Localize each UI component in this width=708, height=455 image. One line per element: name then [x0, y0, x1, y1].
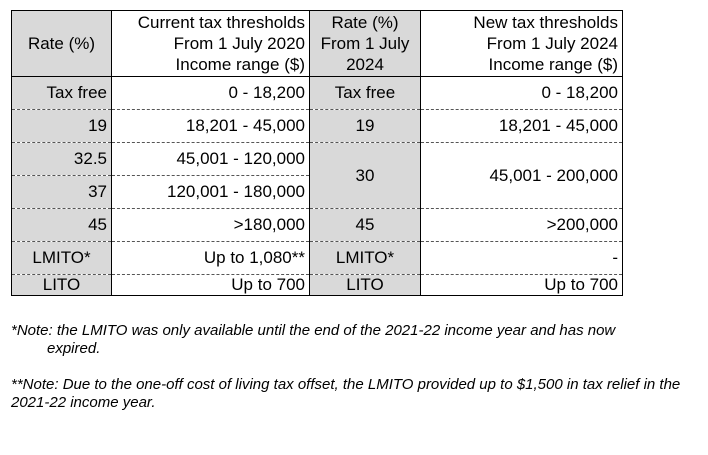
table-row-lito	[12, 275, 623, 296]
footnote-line: *Note: the LMITO was only available until the end of the 2021-22 income year and has now	[11, 322, 616, 339]
rate-cell: LMITO*	[310, 242, 421, 275]
table-row-tax-free	[12, 77, 623, 110]
rate-cell: 37	[12, 176, 112, 209]
header-row	[12, 11, 623, 77]
rate-cell: 45	[310, 209, 421, 242]
rate-cell: Tax free	[12, 77, 112, 110]
table-row-lmito	[12, 242, 623, 275]
table-row-45	[12, 209, 623, 242]
header-current-thresholds: Current tax thresholds From 1 July 2020 Income range ($)	[112, 11, 310, 77]
range-cell: 18,201 - 45,000	[421, 110, 623, 143]
footnote-lmito-expired	[11, 322, 691, 358]
rate-cell: 45	[12, 209, 112, 242]
header-rate-current: Rate (%)	[12, 11, 112, 77]
range-cell: Up to 700	[421, 275, 623, 296]
tax-thresholds-table	[11, 10, 623, 296]
range-cell: Up to 1,080**	[112, 242, 310, 275]
rate-cell-merged: 30	[310, 143, 421, 209]
range-cell: 45,001 - 120,000	[112, 143, 310, 176]
range-cell: 0 - 18,200	[421, 77, 623, 110]
footnote-line: expired.	[47, 340, 101, 357]
footnote-cost-of-living: **Note: Due to the one-off cost of living tax offset, the LMITO provided up to $1,500 in tax relief in the 2021-22 income year.	[11, 376, 681, 411]
range-cell: 0 - 18,200	[112, 77, 310, 110]
rate-cell: LITO	[12, 275, 112, 296]
rate-cell: 19	[310, 110, 421, 143]
range-cell: Up to 700	[112, 275, 310, 296]
rate-cell: LITO	[310, 275, 421, 296]
table-row-19	[12, 110, 623, 143]
range-cell: 18,201 - 45,000	[112, 110, 310, 143]
rate-cell: 19	[12, 110, 112, 143]
range-cell: 120,001 - 180,000	[112, 176, 310, 209]
rate-cell: LMITO*	[12, 242, 112, 275]
range-cell-merged: 45,001 - 200,000	[421, 143, 623, 209]
range-cell: -	[421, 242, 623, 275]
range-cell: >200,000	[421, 209, 623, 242]
rate-cell: 32.5	[12, 143, 112, 176]
range-cell: >180,000	[112, 209, 310, 242]
table-row-32-5	[12, 143, 623, 176]
header-new-thresholds: New tax thresholds From 1 July 2024 Income range ($)	[421, 11, 623, 77]
header-rate-new: Rate (%) From 1 July 2024	[310, 11, 421, 77]
rate-cell: Tax free	[310, 77, 421, 110]
